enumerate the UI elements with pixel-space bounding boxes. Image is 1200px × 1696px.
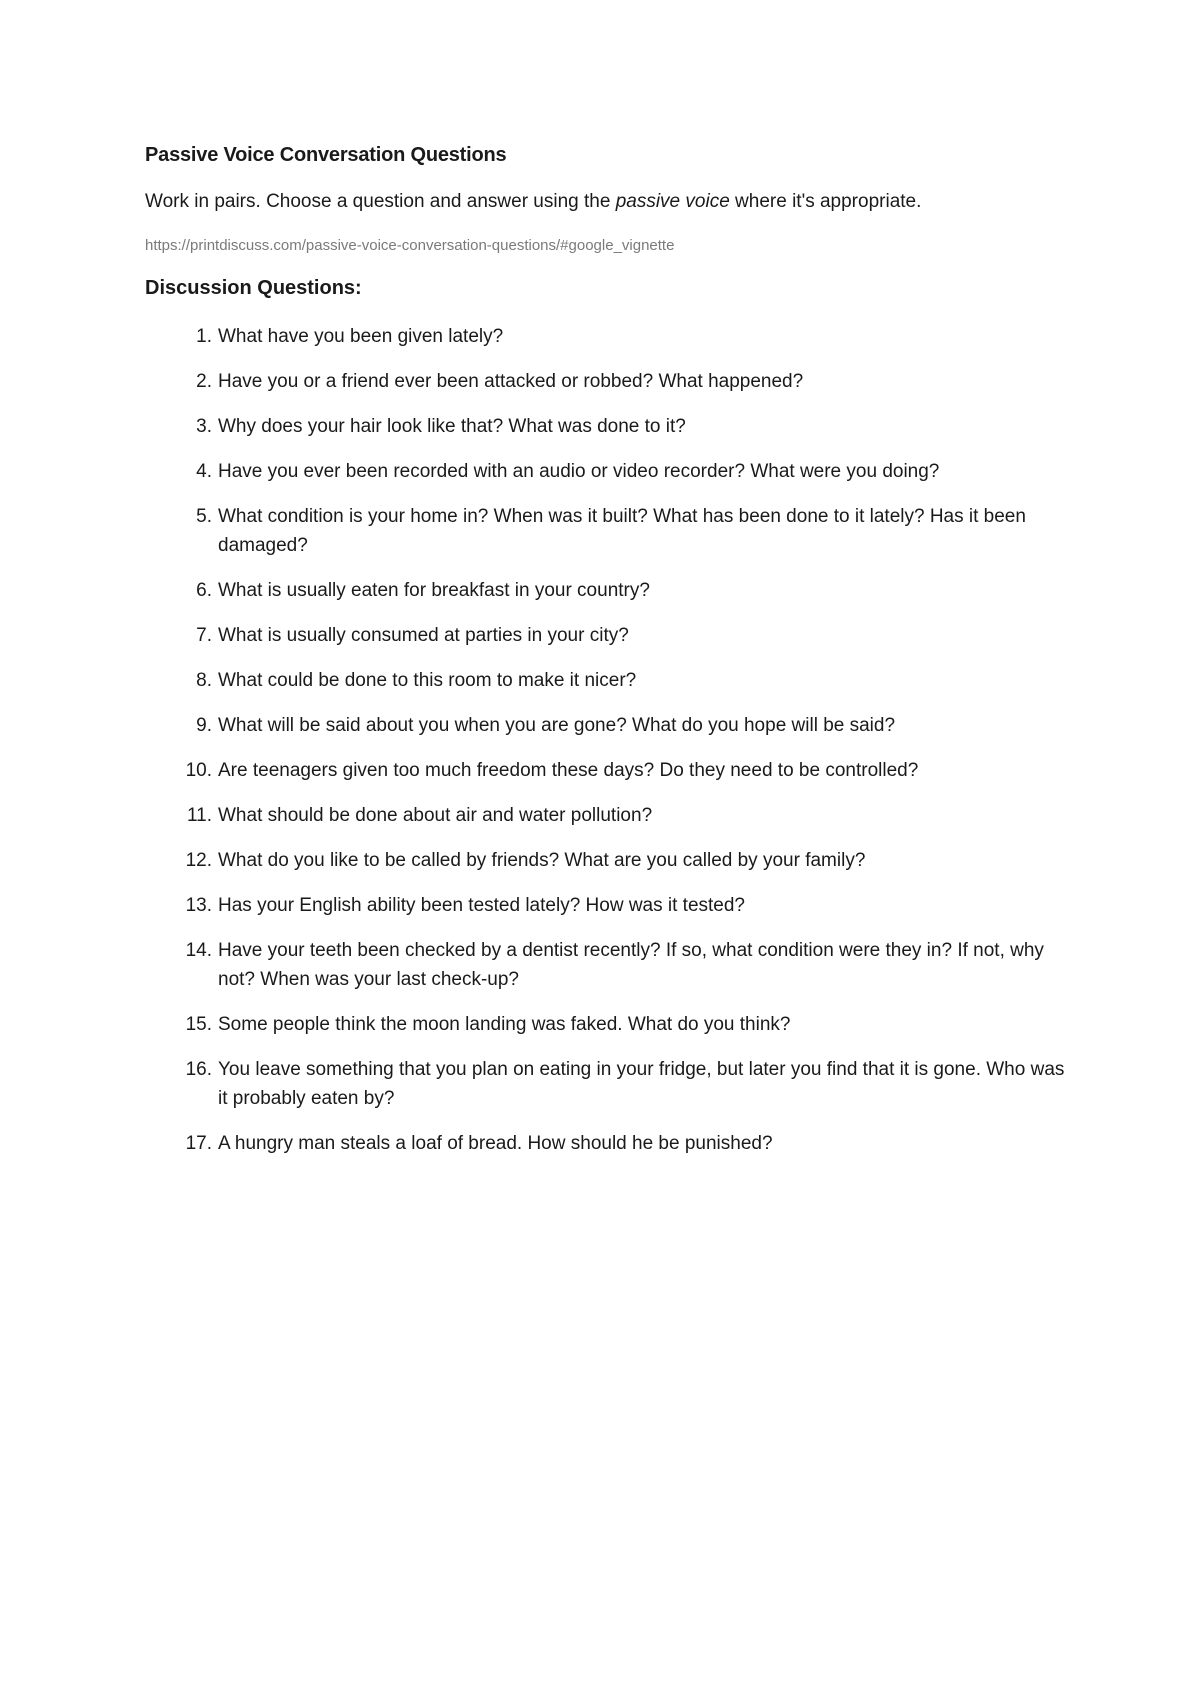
question-text: Have you ever been recorded with an audio or video recorder? What were you doing? (218, 461, 940, 482)
question-text: What should be done about air and water pollution? (218, 805, 653, 826)
questions-list (145, 322, 1065, 1174)
question-number: 16. (185, 1059, 212, 1080)
question-text: A hungry man steals a loaf of bread. How should he be punished? (218, 1133, 773, 1154)
question-item (145, 1010, 1065, 1039)
question-text: Why does your hair look like that? What was done to it? (218, 416, 686, 437)
question-number: 14. (185, 940, 212, 961)
question-number: 11. (186, 805, 212, 826)
question-text: What is usually eaten for breakfast in your country? (218, 580, 650, 601)
question-number: 4. (196, 461, 212, 482)
question-item (145, 576, 1065, 605)
question-text: What is usually consumed at parties in your city? (218, 625, 629, 646)
question-item (145, 322, 1065, 351)
document-title: Passive Voice Conversation Questions (145, 144, 507, 166)
question-item (145, 756, 1065, 785)
question-item (145, 457, 1065, 486)
intro-text-after: where it's appropriate. (729, 191, 922, 212)
question-number: 13. (185, 895, 212, 916)
question-number: 8. (196, 670, 212, 691)
question-number: 15. (185, 1014, 212, 1035)
question-item (145, 1055, 1065, 1113)
question-number: 17. (185, 1133, 212, 1154)
question-number: 5. (196, 506, 212, 527)
question-text: Are teenagers given too much freedom these days? Do they need to be controlled? (218, 760, 919, 781)
question-number: 12. (185, 850, 212, 871)
question-text: What condition is your home in? When was it built? What has been done to it lately? Has it been damaged? (218, 506, 1026, 556)
question-text: What will be said about you when you are gone? What do you hope will be said? (218, 715, 896, 736)
question-number: 6. (196, 580, 212, 601)
question-number: 1. (196, 326, 212, 347)
question-item (145, 666, 1065, 695)
intro-text (145, 191, 921, 213)
question-number: 7. (196, 625, 212, 646)
question-number: 9. (196, 715, 212, 736)
question-text: Have your teeth been checked by a dentist recently? If so, what condition were they in? If not, why not? When was your last check-up? (218, 940, 1044, 990)
question-text: What do you like to be called by friends? What are you called by your family? (218, 850, 866, 871)
question-text: Has your English ability been tested lately? How was it tested? (218, 895, 745, 916)
question-number: 2. (196, 371, 212, 392)
question-text: What have you been given lately? (218, 326, 504, 347)
question-text: Some people think the moon landing was faked. What do you think? (218, 1014, 791, 1035)
question-text: You leave something that you plan on eating in your fridge, but later you find that it is gone. Who was it probably eaten by? (218, 1059, 1065, 1109)
intro-text-before: Work in pairs. Choose a question and answer using the (145, 191, 616, 212)
question-item (145, 412, 1065, 441)
question-number: 10. (185, 760, 212, 781)
question-item (145, 846, 1065, 875)
question-item (145, 621, 1065, 650)
question-text: What could be done to this room to make it nicer? (218, 670, 637, 691)
question-item (145, 711, 1065, 740)
question-item (145, 502, 1065, 560)
question-number: 3. (196, 416, 212, 437)
question-item (145, 1129, 1065, 1158)
source-url: https://printdiscuss.com/passive-voice-conversation-questions/#google_vignette (145, 237, 675, 254)
question-text: Have you or a friend ever been attacked or robbed? What happened? (218, 371, 804, 392)
question-item (145, 891, 1065, 920)
intro-text-emphasis: passive voice (615, 191, 730, 212)
question-item (145, 367, 1065, 396)
section-heading: Discussion Questions: (145, 277, 362, 299)
question-item (145, 936, 1065, 994)
question-item (145, 801, 1065, 830)
